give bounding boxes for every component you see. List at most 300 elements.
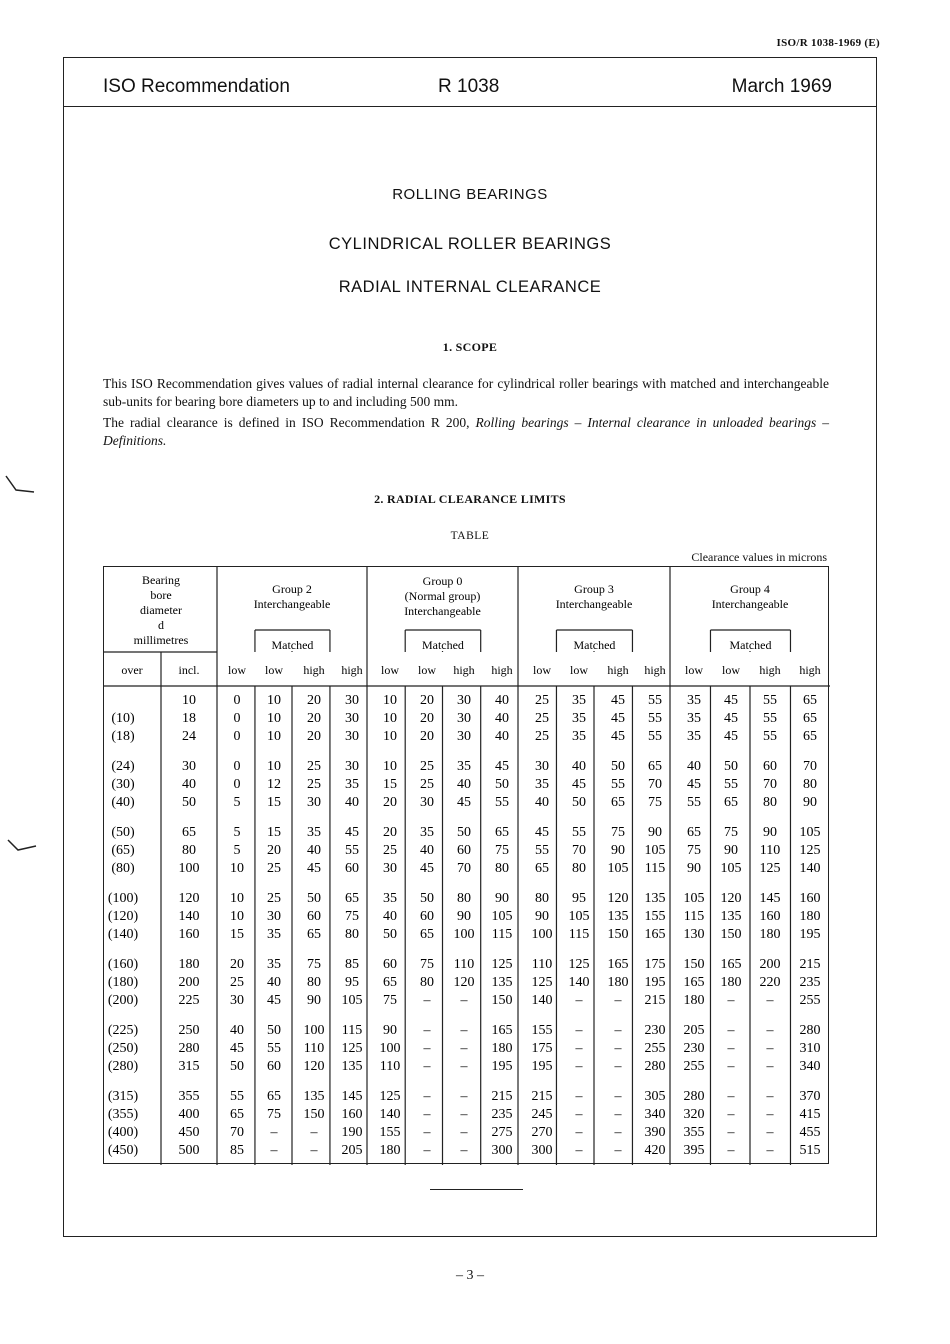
clearance-value: – xyxy=(766,1089,774,1104)
clearance-value: 75 xyxy=(307,957,321,972)
clearance-value: 255 xyxy=(799,993,821,1008)
clearance-value: 245 xyxy=(531,1107,553,1122)
clearance-value: 65 xyxy=(383,975,397,990)
bore-over-value: (40) xyxy=(111,795,135,810)
clearance-value: – xyxy=(460,1041,468,1056)
margin-mark-top xyxy=(0,470,40,500)
clearance-value: 65 xyxy=(611,795,625,810)
clearance-value: 30 xyxy=(345,711,359,726)
clearance-value: 150 xyxy=(607,927,629,942)
clearance-value: 220 xyxy=(759,975,781,990)
clearance-value: – xyxy=(727,1107,735,1122)
clearance-value: 175 xyxy=(644,957,666,972)
clearance-value: 25 xyxy=(420,777,434,792)
document-reference: ISO/R 1038-1969 (E) xyxy=(776,37,880,49)
clearance-value: 40 xyxy=(267,975,281,990)
clearance-value: 55 xyxy=(535,843,549,858)
clearance-value: 45 xyxy=(345,825,359,840)
clearance-value: 40 xyxy=(572,759,586,774)
clearance-value: 55 xyxy=(648,711,662,726)
bore-over-value: (140) xyxy=(107,927,139,942)
clearance-value: 30 xyxy=(457,693,471,708)
group-heading-line: Interchangeable xyxy=(404,604,481,618)
clearance-value: 80 xyxy=(420,975,434,990)
clearance-value: 35 xyxy=(420,825,434,840)
clearance-value: 120 xyxy=(303,1059,325,1074)
clearance-value: 10 xyxy=(267,711,281,726)
bore-over-value: (180) xyxy=(107,975,139,990)
matched-label: Matched xyxy=(271,638,314,652)
sub-column-label: high xyxy=(341,663,363,677)
clearance-value: 135 xyxy=(644,891,666,906)
bore-incl-value: 30 xyxy=(182,759,196,774)
clearance-value: – xyxy=(614,1089,622,1104)
bore-incl-value: 280 xyxy=(178,1041,200,1056)
clearance-value: 140 xyxy=(379,1107,401,1122)
clearance-value: 35 xyxy=(687,711,701,726)
clearance-value: – xyxy=(423,1059,431,1074)
clearance-value: 25 xyxy=(267,891,281,906)
bore-incl-value: 180 xyxy=(178,957,200,972)
clearance-value: – xyxy=(460,993,468,1008)
clearance-value: 0 xyxy=(233,693,241,708)
clearance-value: 395 xyxy=(683,1143,705,1158)
clearance-value: 110 xyxy=(379,1059,401,1074)
clearance-value: 230 xyxy=(683,1041,705,1056)
sub-column-label: low xyxy=(722,663,740,677)
clearance-value: 45 xyxy=(572,777,586,792)
sub-column-label: high xyxy=(491,663,513,677)
clearance-value: 30 xyxy=(345,693,359,708)
clearance-value: 75 xyxy=(495,843,509,858)
clearance-value: 160 xyxy=(341,1107,363,1122)
group-heading-line: Interchangeable xyxy=(711,597,789,611)
clearance-value: – xyxy=(310,1143,318,1158)
clearance-value: 25 xyxy=(230,975,244,990)
clearance-value: 270 xyxy=(531,1125,553,1140)
bore-incl-value: 200 xyxy=(178,975,200,990)
clearance-value: – xyxy=(766,1143,774,1158)
clearance-value: 30 xyxy=(230,993,244,1008)
clearance-value: – xyxy=(575,1143,583,1158)
clearance-value: 35 xyxy=(307,825,321,840)
clearance-value: 90 xyxy=(687,861,701,876)
clearance-value: 35 xyxy=(572,693,586,708)
clearance-value: 40 xyxy=(383,909,397,924)
clearance-value: 100 xyxy=(379,1041,401,1056)
clearance-value: 35 xyxy=(457,759,471,774)
group-heading-line: Interchangeable xyxy=(555,597,633,611)
page-number: – 3 – xyxy=(456,1268,484,1283)
clearance-value: 10 xyxy=(383,759,397,774)
clearance-value: 70 xyxy=(457,861,471,876)
clearance-value: 205 xyxy=(341,1143,363,1158)
bore-heading-line: Bearing xyxy=(142,573,180,587)
clearance-value: – xyxy=(460,1143,468,1158)
clearance-value: 55 xyxy=(648,693,662,708)
clearance-value: 45 xyxy=(687,777,701,792)
clearance-value: 45 xyxy=(724,693,738,708)
scope-paragraph-2 xyxy=(103,414,829,450)
bore-incl-value: 10 xyxy=(182,693,196,708)
clearance-value: 455 xyxy=(799,1125,821,1140)
clearance-value: 70 xyxy=(803,759,817,774)
group-heading-line: Group 3 xyxy=(574,582,614,596)
clearance-value: 110 xyxy=(759,843,781,858)
clearance-value: 35 xyxy=(383,891,397,906)
bore-over-value: (280) xyxy=(107,1059,139,1074)
clearance-value: 390 xyxy=(644,1125,666,1140)
title-cylindrical-roller-bearings: CYLINDRICAL ROLLER BEARINGS xyxy=(328,235,612,253)
bore-incl-value: 80 xyxy=(182,843,196,858)
sub-column-label: high xyxy=(607,663,629,677)
clearance-value: 50 xyxy=(724,759,738,774)
clearance-value: – xyxy=(727,1059,735,1074)
clearance-value: 180 xyxy=(683,993,705,1008)
clearance-value: – xyxy=(727,1125,735,1140)
bore-over-value: (24) xyxy=(111,759,135,774)
bore-heading-line: d xyxy=(158,618,164,632)
clearance-value: – xyxy=(575,993,583,1008)
clearance-value: 95 xyxy=(345,975,359,990)
clearance-value: 40 xyxy=(457,777,471,792)
clearance-value: 180 xyxy=(799,909,821,924)
clearance-value: 20 xyxy=(420,693,434,708)
clearance-value: 25 xyxy=(420,759,434,774)
clearance-value: 115 xyxy=(341,1023,363,1038)
clearance-value: 10 xyxy=(230,861,244,876)
clearance-value: 10 xyxy=(267,759,281,774)
clearance-table-drawing xyxy=(104,567,830,1165)
bore-incl-value: 400 xyxy=(178,1107,200,1122)
clearance-value: 135 xyxy=(491,975,513,990)
clearance-value: 110 xyxy=(531,957,553,972)
clearance-value: 280 xyxy=(799,1023,821,1038)
clearance-value: 0 xyxy=(233,729,241,744)
clearance-value: 115 xyxy=(644,861,666,876)
clearance-value: 50 xyxy=(267,1023,281,1038)
section-heading-clearance-limits: 2. RADIAL CLEARANCE LIMITS xyxy=(374,492,566,506)
clearance-value: 105 xyxy=(720,861,742,876)
clearance-value: 200 xyxy=(759,957,781,972)
clearance-value: 255 xyxy=(683,1059,705,1074)
clearance-value: – xyxy=(575,1107,583,1122)
header-date: March 1969 xyxy=(731,76,832,97)
clearance-value: 75 xyxy=(648,795,662,810)
clearance-value: 0 xyxy=(233,777,241,792)
clearance-value: 105 xyxy=(341,993,363,1008)
bore-over-value: (315) xyxy=(107,1089,139,1104)
clearance-value: 135 xyxy=(303,1089,325,1104)
clearance-value: 35 xyxy=(267,957,281,972)
matched-label: Matched xyxy=(573,638,616,652)
clearance-value: 65 xyxy=(345,891,359,906)
bore-column-incl: incl. xyxy=(178,663,200,677)
clearance-value: 55 xyxy=(763,729,777,744)
bore-incl-value: 50 xyxy=(182,795,196,810)
clearance-value: 65 xyxy=(648,759,662,774)
clearance-value: – xyxy=(766,993,774,1008)
clearance-value: 125 xyxy=(799,843,821,858)
clearance-value: 50 xyxy=(230,1059,244,1074)
clearance-value: – xyxy=(766,1023,774,1038)
clearance-value: 75 xyxy=(420,957,434,972)
clearance-value: 45 xyxy=(611,711,625,726)
clearance-value: 50 xyxy=(457,825,471,840)
clearance-value: 20 xyxy=(307,729,321,744)
clearance-value: 180 xyxy=(491,1041,513,1056)
clearance-value: 150 xyxy=(720,927,742,942)
clearance-value: – xyxy=(727,1041,735,1056)
clearance-value: 65 xyxy=(535,861,549,876)
clearance-value: 50 xyxy=(383,927,397,942)
clearance-value: – xyxy=(614,1107,622,1122)
clearance-value: 20 xyxy=(420,729,434,744)
clearance-value: 125 xyxy=(531,975,553,990)
clearance-value: 165 xyxy=(720,957,742,972)
bore-over-value: (400) xyxy=(107,1125,139,1140)
clearance-value: 45 xyxy=(420,861,434,876)
clearance-value: 10 xyxy=(230,909,244,924)
bore-incl-value: 40 xyxy=(182,777,196,792)
clearance-value: 55 xyxy=(230,1089,244,1104)
clearance-value: 115 xyxy=(568,927,590,942)
bore-incl-value: 120 xyxy=(178,891,200,906)
bore-over-value: (80) xyxy=(111,861,135,876)
clearance-value: 320 xyxy=(683,1107,705,1122)
end-rule xyxy=(430,1189,523,1190)
bore-over-value: (200) xyxy=(107,993,139,1008)
clearance-value: 15 xyxy=(267,825,281,840)
clearance-value: – xyxy=(614,1041,622,1056)
clearance-value: 515 xyxy=(799,1143,821,1158)
clearance-value: 15 xyxy=(230,927,244,942)
clearance-value: 60 xyxy=(420,909,434,924)
clearance-value: 25 xyxy=(307,759,321,774)
bore-incl-value: 315 xyxy=(178,1059,200,1074)
clearance-value: 205 xyxy=(683,1023,705,1038)
clearance-value: 10 xyxy=(267,729,281,744)
clearance-value: 80 xyxy=(307,975,321,990)
clearance-value: 70 xyxy=(648,777,662,792)
clearance-value: 65 xyxy=(420,927,434,942)
title-rolling-bearings: ROLLING BEARINGS xyxy=(392,186,548,203)
clearance-value: 55 xyxy=(495,795,509,810)
bore-over-value: (450) xyxy=(107,1143,139,1158)
clearance-value: 55 xyxy=(267,1041,281,1056)
clearance-value: 40 xyxy=(420,843,434,858)
clearance-value: 110 xyxy=(303,1041,325,1056)
clearance-value: 40 xyxy=(230,1023,244,1038)
clearance-value: 10 xyxy=(383,729,397,744)
clearance-value: 30 xyxy=(345,729,359,744)
clearance-value: 215 xyxy=(531,1089,553,1104)
clearance-value: 30 xyxy=(383,861,397,876)
clearance-value: 35 xyxy=(687,729,701,744)
clearance-value: 100 xyxy=(453,927,475,942)
clearance-value: 255 xyxy=(644,1041,666,1056)
clearance-value: 230 xyxy=(644,1023,666,1038)
bore-over-value: (160) xyxy=(107,957,139,972)
clearance-value: 65 xyxy=(803,693,817,708)
section-heading-scope: 1. SCOPE xyxy=(442,340,498,354)
bore-incl-value: 450 xyxy=(178,1125,200,1140)
sub-column-label: low xyxy=(265,663,283,677)
clearance-value: 90 xyxy=(307,993,321,1008)
bore-over-value: (10) xyxy=(111,711,135,726)
bore-over-value: (250) xyxy=(107,1041,139,1056)
clearance-value: – xyxy=(766,1041,774,1056)
clearance-value: 340 xyxy=(799,1059,821,1074)
clearance-value: 165 xyxy=(644,927,666,942)
clearance-value: 140 xyxy=(799,861,821,876)
clearance-value: 140 xyxy=(568,975,590,990)
bore-over-value: (100) xyxy=(107,891,139,906)
clearance-value: 90 xyxy=(648,825,662,840)
bore-over-value: (50) xyxy=(111,825,135,840)
clearance-value: 75 xyxy=(345,909,359,924)
clearance-value: – xyxy=(766,1107,774,1122)
clearance-value: 55 xyxy=(611,777,625,792)
clearance-value: – xyxy=(575,1041,583,1056)
clearance-value: 310 xyxy=(799,1041,821,1056)
clearance-value: 80 xyxy=(535,891,549,906)
clearance-value: 65 xyxy=(803,711,817,726)
clearance-table xyxy=(103,566,829,1164)
clearance-value: 60 xyxy=(307,909,321,924)
clearance-value: 0 xyxy=(233,759,241,774)
clearance-value: 30 xyxy=(457,729,471,744)
bore-over-value: (18) xyxy=(111,729,135,744)
scope-paragraph-2-reference-title: Rolling bearings – Internal clearance in unloaded bearings – Definitions. xyxy=(103,415,829,448)
clearance-value: 195 xyxy=(799,927,821,942)
clearance-value: – xyxy=(766,1125,774,1140)
clearance-value: 20 xyxy=(383,795,397,810)
clearance-value: 5 xyxy=(233,843,241,858)
clearance-value: 25 xyxy=(307,777,321,792)
title-radial-internal-clearance: RADIAL INTERNAL CLEARANCE xyxy=(338,278,602,296)
sub-column-label: high xyxy=(303,663,325,677)
clearance-value: 80 xyxy=(345,927,359,942)
clearance-value: 45 xyxy=(611,693,625,708)
clearance-value: 105 xyxy=(568,909,590,924)
clearance-value: 55 xyxy=(763,711,777,726)
clearance-value: 60 xyxy=(457,843,471,858)
clearance-value: – xyxy=(575,1023,583,1038)
scope-paragraph-2-text: The radial clearance is defined in ISO Recommendation R 200, xyxy=(103,415,476,430)
clearance-value: 75 xyxy=(724,825,738,840)
clearance-value: 150 xyxy=(303,1107,325,1122)
group-heading-line: (Normal group) xyxy=(404,589,481,603)
clearance-value: 60 xyxy=(763,759,777,774)
clearance-value: 160 xyxy=(799,891,821,906)
sub-column-label: low xyxy=(228,663,246,677)
header-standard-name: ISO Recommendation xyxy=(103,76,290,97)
clearance-value: 60 xyxy=(345,861,359,876)
clearance-value: 70 xyxy=(572,843,586,858)
clearance-value: – xyxy=(460,1107,468,1122)
clearance-value: 90 xyxy=(383,1023,397,1038)
clearance-value: 90 xyxy=(495,891,509,906)
clearance-value: 35 xyxy=(687,693,701,708)
clearance-value: 90 xyxy=(457,909,471,924)
scope-paragraph-1: This ISO Recommendation gives values of radial internal clearance for cylindrical roller bearings with matched and interchangeable sub-units for bearing bore diameters up to and including 500 mm. xyxy=(103,376,829,409)
clearance-value: 135 xyxy=(720,909,742,924)
sub-column-label: low xyxy=(533,663,551,677)
clearance-value: 120 xyxy=(453,975,475,990)
clearance-value: 415 xyxy=(799,1107,821,1122)
sub-column-label: low xyxy=(381,663,399,677)
clearance-value: 75 xyxy=(611,825,625,840)
bore-over-value: (355) xyxy=(107,1107,139,1122)
clearance-value: 195 xyxy=(491,1059,513,1074)
bore-over-value: (225) xyxy=(107,1023,139,1038)
group-heading-line: Interchangeable xyxy=(253,597,331,611)
clearance-value: 45 xyxy=(724,711,738,726)
clearance-value: 45 xyxy=(457,795,471,810)
clearance-value: 30 xyxy=(420,795,434,810)
clearance-value: 85 xyxy=(230,1143,244,1158)
clearance-value: 90 xyxy=(535,909,549,924)
sub-column-label: high xyxy=(799,663,821,677)
clearance-value: 30 xyxy=(345,759,359,774)
clearance-value: 20 xyxy=(307,711,321,726)
matched-label: Matched xyxy=(421,638,464,652)
table-caption: TABLE xyxy=(450,530,490,542)
bore-heading-line: millimetres xyxy=(133,633,189,647)
clearance-value: 165 xyxy=(491,1023,513,1038)
clearance-value: 40 xyxy=(307,843,321,858)
clearance-value: – xyxy=(423,1143,431,1158)
clearance-value: 35 xyxy=(345,777,359,792)
clearance-value: 10 xyxy=(383,693,397,708)
clearance-value: 25 xyxy=(535,693,549,708)
clearance-value: 55 xyxy=(687,795,701,810)
clearance-value: 70 xyxy=(763,777,777,792)
clearance-value: 85 xyxy=(345,957,359,972)
clearance-value: 105 xyxy=(491,909,513,924)
clearance-value: – xyxy=(460,1125,468,1140)
clearance-value: 25 xyxy=(267,861,281,876)
sub-column-label: high xyxy=(759,663,781,677)
clearance-value: 75 xyxy=(383,993,397,1008)
clearance-value: 90 xyxy=(611,843,625,858)
clearance-value: – xyxy=(727,1143,735,1158)
clearance-value: 95 xyxy=(572,891,586,906)
sub-column-label: high xyxy=(453,663,475,677)
sub-column-label: low xyxy=(418,663,436,677)
clearance-value: 145 xyxy=(759,891,781,906)
group-heading-line: Group 4 xyxy=(730,582,770,596)
clearance-value: 60 xyxy=(267,1059,281,1074)
clearance-value: 25 xyxy=(535,729,549,744)
clearance-value: 125 xyxy=(491,957,513,972)
clearance-value: 40 xyxy=(495,711,509,726)
clearance-value: 105 xyxy=(799,825,821,840)
clearance-value: 45 xyxy=(267,993,281,1008)
clearance-value: 55 xyxy=(763,693,777,708)
margin-mark-bottom xyxy=(0,832,40,862)
header-recommendation-number: R 1038 xyxy=(438,76,500,97)
clearance-value: 70 xyxy=(230,1125,244,1140)
clearance-value: – xyxy=(270,1143,278,1158)
bore-incl-value: 100 xyxy=(178,861,200,876)
clearance-value: 175 xyxy=(531,1041,553,1056)
clearance-value: 55 xyxy=(648,729,662,744)
clearance-value: 90 xyxy=(763,825,777,840)
clearance-value: 55 xyxy=(345,843,359,858)
clearance-value: 155 xyxy=(379,1125,401,1140)
